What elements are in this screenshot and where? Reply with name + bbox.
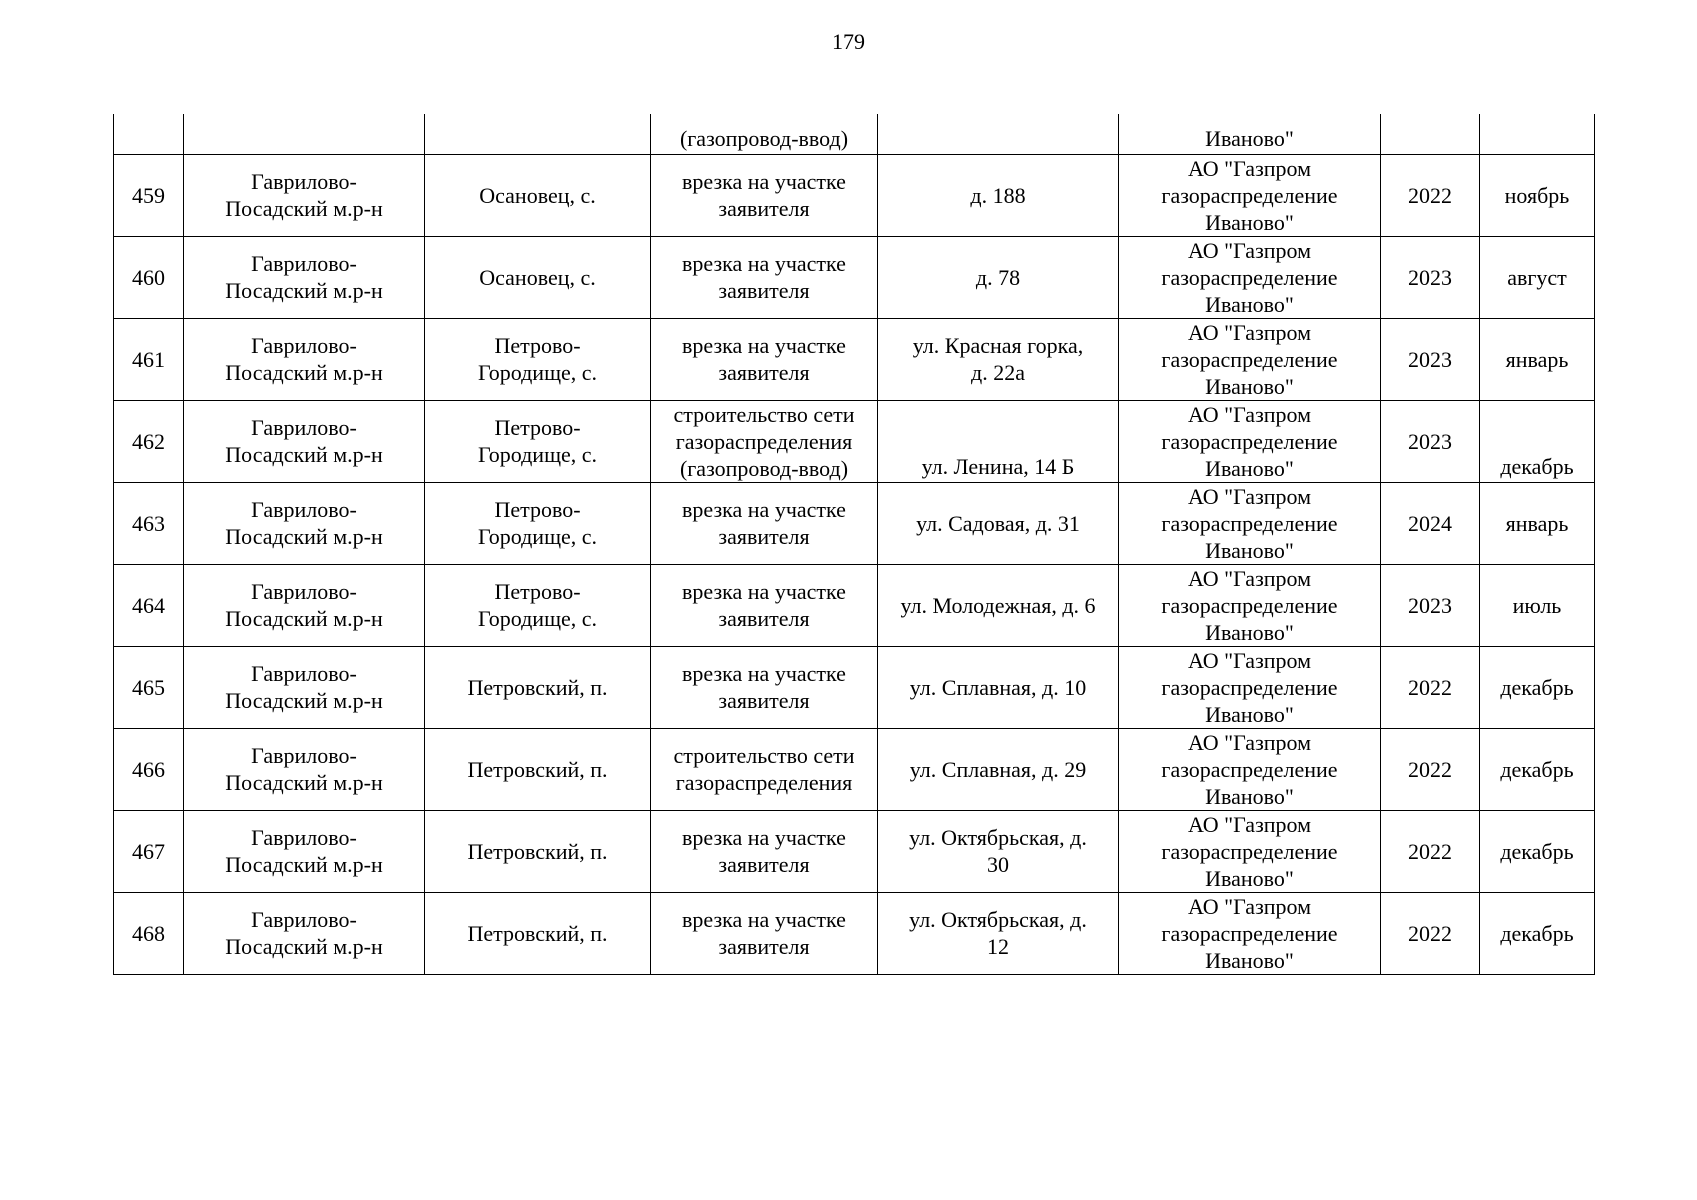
cell-work-type: врезка на участке заявителя <box>651 646 878 728</box>
gas-connection-table <box>113 114 1595 975</box>
cell-month: декабрь <box>1480 892 1595 974</box>
cell-num: 462 <box>114 400 184 482</box>
cell-company: АО "Газпром газораспределение Иваново" <box>1119 728 1381 810</box>
cell-num: 468 <box>114 892 184 974</box>
cell-company: Иваново" <box>1119 114 1381 154</box>
cell-year <box>1381 114 1480 154</box>
table-row-continuation <box>114 114 1595 154</box>
cell-settlement: Петровский, п. <box>425 646 651 728</box>
cell-address: д. 78 <box>878 236 1119 318</box>
table-row <box>114 318 1595 400</box>
cell-district: Гаврилово- Посадский м.р-н <box>184 810 425 892</box>
table-body <box>114 114 1595 974</box>
cell-settlement: Петрово- Городище, с. <box>425 564 651 646</box>
cell-month: декабрь <box>1480 810 1595 892</box>
cell-year: 2023 <box>1381 318 1480 400</box>
cell-num: 466 <box>114 728 184 810</box>
cell-district: Гаврилово- Посадский м.р-н <box>184 318 425 400</box>
cell-year: 2022 <box>1381 810 1480 892</box>
cell-district: Гаврилово- Посадский м.р-н <box>184 400 425 482</box>
cell-year: 2022 <box>1381 728 1480 810</box>
cell-address: ул. Сплавная, д. 29 <box>878 728 1119 810</box>
cell-work-type: врезка на участке заявителя <box>651 236 878 318</box>
cell-month: декабрь <box>1480 728 1595 810</box>
cell-work-type: врезка на участке заявителя <box>651 892 878 974</box>
cell-district: Гаврилово- Посадский м.р-н <box>184 646 425 728</box>
cell-month: январь <box>1480 318 1595 400</box>
cell-district: Гаврилово- Посадский м.р-н <box>184 564 425 646</box>
cell-year: 2024 <box>1381 482 1480 564</box>
cell-month: июль <box>1480 564 1595 646</box>
cell-address: ул. Октябрьская, д. 12 <box>878 892 1119 974</box>
cell-num: 459 <box>114 154 184 236</box>
cell-settlement: Петровский, п. <box>425 728 651 810</box>
cell-address <box>878 114 1119 154</box>
cell-settlement: Петрово- Городище, с. <box>425 318 651 400</box>
cell-district: Гаврилово- Посадский м.р-н <box>184 154 425 236</box>
table-row <box>114 236 1595 318</box>
cell-num <box>114 114 184 154</box>
cell-work-type: врезка на участке заявителя <box>651 318 878 400</box>
cell-company: АО "Газпром газораспределение Иваново" <box>1119 154 1381 236</box>
cell-company: АО "Газпром газораспределение Иваново" <box>1119 646 1381 728</box>
cell-work-type: врезка на участке заявителя <box>651 810 878 892</box>
cell-company: АО "Газпром газораспределение Иваново" <box>1119 400 1381 482</box>
cell-address: ул. Садовая, д. 31 <box>878 482 1119 564</box>
cell-settlement: Петровский, п. <box>425 892 651 974</box>
table-row <box>114 646 1595 728</box>
table-row <box>114 728 1595 810</box>
cell-year: 2023 <box>1381 400 1480 482</box>
cell-month <box>1480 114 1595 154</box>
cell-work-type: врезка на участке заявителя <box>651 482 878 564</box>
cell-district: Гаврилово- Посадский м.р-н <box>184 236 425 318</box>
cell-settlement <box>425 114 651 154</box>
cell-num: 463 <box>114 482 184 564</box>
cell-company: АО "Газпром газораспределение Иваново" <box>1119 318 1381 400</box>
cell-company: АО "Газпром газораспределение Иваново" <box>1119 564 1381 646</box>
cell-month: ноябрь <box>1480 154 1595 236</box>
cell-settlement: Осановец, с. <box>425 236 651 318</box>
cell-month: август <box>1480 236 1595 318</box>
cell-num: 460 <box>114 236 184 318</box>
cell-year: 2022 <box>1381 646 1480 728</box>
cell-settlement: Петровский, п. <box>425 810 651 892</box>
cell-year: 2023 <box>1381 236 1480 318</box>
cell-year: 2023 <box>1381 564 1480 646</box>
cell-district: Гаврилово- Посадский м.р-н <box>184 892 425 974</box>
cell-district <box>184 114 425 154</box>
cell-work-type: (газопровод-ввод) <box>651 114 878 154</box>
cell-company: АО "Газпром газораспределение Иваново" <box>1119 236 1381 318</box>
cell-num: 465 <box>114 646 184 728</box>
table-row <box>114 892 1595 974</box>
cell-work-type: строительство сети газораспределения <box>651 728 878 810</box>
table-row <box>114 564 1595 646</box>
table-row <box>114 154 1595 236</box>
cell-work-type: врезка на участке заявителя <box>651 154 878 236</box>
cell-work-type: врезка на участке заявителя <box>651 564 878 646</box>
table-row <box>114 400 1595 482</box>
cell-address: д. 188 <box>878 154 1119 236</box>
cell-company: АО "Газпром газораспределение Иваново" <box>1119 810 1381 892</box>
cell-month: декабрь <box>1480 400 1595 482</box>
cell-year: 2022 <box>1381 154 1480 236</box>
cell-settlement: Петрово- Городище, с. <box>425 400 651 482</box>
cell-num: 461 <box>114 318 184 400</box>
cell-address: ул. Красная горка, д. 22а <box>878 318 1119 400</box>
cell-num: 464 <box>114 564 184 646</box>
cell-address: ул. Ленина, 14 Б <box>878 400 1119 482</box>
cell-num: 467 <box>114 810 184 892</box>
cell-company: АО "Газпром газораспределение Иваново" <box>1119 482 1381 564</box>
cell-month: декабрь <box>1480 646 1595 728</box>
cell-company: АО "Газпром газораспределение Иваново" <box>1119 892 1381 974</box>
cell-address: ул. Молодежная, д. 6 <box>878 564 1119 646</box>
cell-settlement: Петрово- Городище, с. <box>425 482 651 564</box>
cell-district: Гаврилово- Посадский м.р-н <box>184 482 425 564</box>
cell-work-type: строительство сети газораспределения (газопровод-ввод) <box>651 400 878 482</box>
cell-address: ул. Октябрьская, д. 30 <box>878 810 1119 892</box>
cell-year: 2022 <box>1381 892 1480 974</box>
table-row <box>114 810 1595 892</box>
cell-district: Гаврилово- Посадский м.р-н <box>184 728 425 810</box>
cell-address: ул. Сплавная, д. 10 <box>878 646 1119 728</box>
cell-settlement: Осановец, с. <box>425 154 651 236</box>
page-number: 179 <box>832 29 865 54</box>
table-row <box>114 482 1595 564</box>
cell-month: январь <box>1480 482 1595 564</box>
